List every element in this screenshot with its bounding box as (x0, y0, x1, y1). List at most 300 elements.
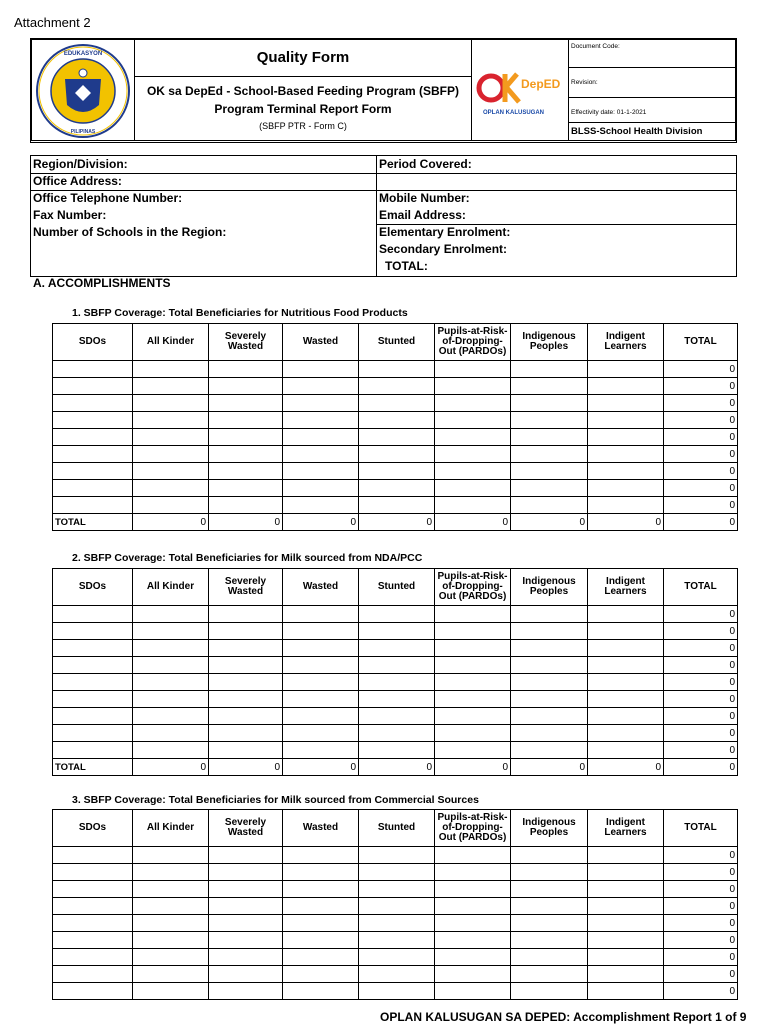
input-cell[interactable] (133, 691, 209, 708)
input-cell[interactable] (209, 949, 283, 966)
column-header: Severely Wasted (209, 810, 283, 847)
input-cell[interactable] (53, 623, 133, 640)
table-row (53, 915, 738, 932)
input-cell[interactable] (435, 395, 511, 412)
input-cell[interactable] (53, 640, 133, 657)
input-cell[interactable] (359, 480, 435, 497)
input-cell[interactable] (283, 932, 359, 949)
input-cell[interactable] (209, 623, 283, 640)
column-header: Pupils-at-Risk-of-Dropping-Out (PARDOs) (435, 324, 511, 361)
input-cell[interactable] (209, 497, 283, 514)
input-cell[interactable] (133, 480, 209, 497)
input-cell[interactable] (209, 657, 283, 674)
input-cell[interactable] (283, 623, 359, 640)
input-cell[interactable] (283, 742, 359, 759)
input-cell[interactable] (133, 881, 209, 898)
row-total-cell[interactable]: 0 (664, 429, 738, 446)
input-cell[interactable] (209, 395, 283, 412)
input-cell[interactable] (133, 915, 209, 932)
column-total-cell: 0 (664, 759, 738, 776)
input-cell[interactable] (435, 966, 511, 983)
input-cell[interactable] (359, 429, 435, 446)
column-header: Stunted (359, 810, 435, 847)
row-total-cell[interactable]: 0 (664, 898, 738, 915)
input-cell[interactable] (209, 864, 283, 881)
input-cell[interactable] (133, 983, 209, 1000)
input-cell[interactable] (209, 966, 283, 983)
input-cell[interactable] (588, 395, 664, 412)
row-total-cell[interactable]: 0 (664, 725, 738, 742)
input-cell[interactable] (435, 864, 511, 881)
row-total-cell[interactable]: 0 (664, 378, 738, 395)
input-cell[interactable] (53, 847, 133, 864)
input-cell[interactable] (588, 847, 664, 864)
input-cell[interactable] (435, 932, 511, 949)
input-cell[interactable] (359, 847, 435, 864)
input-cell[interactable] (511, 691, 588, 708)
input-cell[interactable] (435, 361, 511, 378)
input-cell[interactable] (435, 674, 511, 691)
input-cell[interactable] (435, 881, 511, 898)
column-total-cell: 0 (588, 514, 664, 531)
input-cell[interactable] (283, 657, 359, 674)
column-header: Stunted (359, 324, 435, 361)
input-cell[interactable] (133, 640, 209, 657)
input-cell[interactable] (209, 446, 283, 463)
input-cell[interactable] (133, 742, 209, 759)
column-header: Wasted (283, 810, 359, 847)
input-cell[interactable] (209, 725, 283, 742)
column-header: TOTAL (664, 324, 738, 361)
input-cell[interactable] (209, 463, 283, 480)
effectivity-date: Effectivity date: 01-1-2021 (568, 97, 736, 123)
input-cell[interactable] (435, 623, 511, 640)
table-3-caption: 3. SBFP Coverage: Total Beneficiaries for Milk sourced from Commercial Sources (72, 794, 479, 806)
table-row (53, 742, 738, 759)
input-cell[interactable] (588, 463, 664, 480)
input-cell[interactable] (133, 623, 209, 640)
input-cell[interactable] (435, 640, 511, 657)
seal-cell (31, 39, 135, 141)
input-cell[interactable] (53, 932, 133, 949)
input-cell[interactable] (53, 708, 133, 725)
column-header: All Kinder (133, 324, 209, 361)
row-total-cell[interactable]: 0 (664, 640, 738, 657)
table-row (53, 606, 738, 623)
row-total-cell[interactable]: 0 (664, 657, 738, 674)
svg-text:PILIPINAS: PILIPINAS (70, 129, 96, 135)
input-cell[interactable] (209, 881, 283, 898)
input-cell[interactable] (283, 674, 359, 691)
input-cell[interactable] (511, 674, 588, 691)
row-total-cell[interactable]: 0 (664, 463, 738, 480)
input-cell[interactable] (359, 708, 435, 725)
column-header: Indigenous Peoples (511, 569, 588, 606)
input-cell[interactable] (53, 725, 133, 742)
row-total-cell[interactable]: 0 (664, 983, 738, 1000)
input-cell[interactable] (511, 412, 588, 429)
input-cell[interactable] (511, 864, 588, 881)
input-cell[interactable] (283, 915, 359, 932)
input-cell[interactable] (511, 361, 588, 378)
input-cell[interactable] (209, 898, 283, 915)
input-cell[interactable] (359, 446, 435, 463)
input-cell[interactable] (53, 497, 133, 514)
input-cell[interactable] (588, 429, 664, 446)
column-total-cell: 0 (588, 759, 664, 776)
input-cell[interactable] (283, 898, 359, 915)
column-total-cell: 0 (283, 759, 359, 776)
input-cell[interactable] (209, 847, 283, 864)
ok-deped-logo-cell (471, 39, 569, 141)
input-cell[interactable] (588, 932, 664, 949)
input-cell[interactable] (511, 966, 588, 983)
column-header: All Kinder (133, 810, 209, 847)
input-cell[interactable] (283, 640, 359, 657)
input-cell[interactable] (435, 898, 511, 915)
input-cell[interactable] (53, 378, 133, 395)
input-cell[interactable] (53, 864, 133, 881)
input-cell[interactable] (283, 864, 359, 881)
input-cell[interactable] (359, 881, 435, 898)
input-cell[interactable] (53, 915, 133, 932)
input-cell[interactable] (511, 847, 588, 864)
row-total-cell[interactable]: 0 (664, 691, 738, 708)
input-cell[interactable] (133, 378, 209, 395)
input-cell[interactable] (133, 847, 209, 864)
table-row (53, 983, 738, 1000)
input-cell[interactable] (283, 463, 359, 480)
input-cell[interactable] (53, 966, 133, 983)
row-total-cell[interactable]: 0 (664, 864, 738, 881)
input-cell[interactable] (359, 966, 435, 983)
input-cell[interactable] (359, 915, 435, 932)
input-cell[interactable] (588, 657, 664, 674)
input-cell[interactable] (359, 412, 435, 429)
column-header: Indigent Learners (588, 810, 664, 847)
input-cell[interactable] (283, 606, 359, 623)
input-cell[interactable] (588, 640, 664, 657)
deped-seal-icon (35, 43, 131, 139)
input-cell[interactable] (283, 691, 359, 708)
input-cell[interactable] (359, 949, 435, 966)
input-cell[interactable] (53, 446, 133, 463)
svg-text:OPLAN KALUSUGAN: OPLAN KALUSUGAN (483, 110, 544, 116)
input-cell[interactable] (283, 725, 359, 742)
input-cell[interactable] (53, 412, 133, 429)
input-cell[interactable] (133, 497, 209, 514)
row-total-cell[interactable]: 0 (664, 480, 738, 497)
input-cell[interactable] (588, 864, 664, 881)
input-cell[interactable] (283, 847, 359, 864)
column-header: Wasted (283, 324, 359, 361)
input-cell[interactable] (133, 412, 209, 429)
input-cell[interactable] (435, 412, 511, 429)
table-1-food-products (52, 323, 738, 531)
input-cell[interactable] (359, 606, 435, 623)
table-row (53, 932, 738, 949)
input-cell[interactable] (133, 657, 209, 674)
input-cell[interactable] (283, 983, 359, 1000)
input-cell[interactable] (209, 361, 283, 378)
table-3-milk-commercial (52, 809, 738, 1000)
input-cell[interactable] (588, 361, 664, 378)
input-cell[interactable] (209, 742, 283, 759)
region-division-label: Region/Division: (33, 157, 128, 171)
input-cell[interactable] (511, 606, 588, 623)
input-cell[interactable] (435, 708, 511, 725)
input-cell[interactable] (53, 606, 133, 623)
input-cell[interactable] (511, 463, 588, 480)
input-cell[interactable] (53, 395, 133, 412)
input-cell[interactable] (133, 898, 209, 915)
input-cell[interactable] (435, 725, 511, 742)
input-cell[interactable] (283, 429, 359, 446)
office-address-label: Office Address: (33, 174, 122, 188)
row-total-cell[interactable]: 0 (664, 847, 738, 864)
row-total-cell[interactable]: 0 (664, 949, 738, 966)
input-cell[interactable] (133, 429, 209, 446)
input-cell[interactable] (511, 657, 588, 674)
input-cell[interactable] (435, 463, 511, 480)
input-cell[interactable] (283, 949, 359, 966)
input-cell[interactable] (133, 725, 209, 742)
input-cell[interactable] (133, 463, 209, 480)
column-header: Wasted (283, 569, 359, 606)
input-cell[interactable] (588, 412, 664, 429)
input-cell[interactable] (209, 708, 283, 725)
table-row (53, 657, 738, 674)
input-cell[interactable] (511, 480, 588, 497)
input-cell[interactable] (511, 742, 588, 759)
input-cell[interactable] (359, 623, 435, 640)
input-cell[interactable] (511, 932, 588, 949)
input-cell[interactable] (53, 674, 133, 691)
input-cell[interactable] (53, 881, 133, 898)
row-total-cell[interactable]: 0 (664, 606, 738, 623)
table-row (53, 864, 738, 881)
input-cell[interactable] (511, 949, 588, 966)
input-cell[interactable] (283, 966, 359, 983)
input-cell[interactable] (588, 966, 664, 983)
input-cell[interactable] (133, 361, 209, 378)
input-cell[interactable] (435, 742, 511, 759)
input-cell[interactable] (588, 983, 664, 1000)
input-cell[interactable] (133, 674, 209, 691)
column-header: Severely Wasted (209, 324, 283, 361)
input-cell[interactable] (511, 429, 588, 446)
table-row (53, 691, 738, 708)
input-cell[interactable] (435, 378, 511, 395)
input-cell[interactable] (359, 898, 435, 915)
input-cell[interactable] (511, 725, 588, 742)
column-header: Indigent Learners (588, 569, 664, 606)
input-cell[interactable] (435, 847, 511, 864)
totals-row (53, 759, 738, 776)
input-cell[interactable] (283, 480, 359, 497)
row-total-cell[interactable]: 0 (664, 412, 738, 429)
input-cell[interactable] (435, 497, 511, 514)
input-cell[interactable] (359, 932, 435, 949)
row-total-cell[interactable]: 0 (664, 742, 738, 759)
input-cell[interactable] (588, 623, 664, 640)
column-header: Indigenous Peoples (511, 810, 588, 847)
input-cell[interactable] (359, 657, 435, 674)
input-cell[interactable] (53, 361, 133, 378)
input-cell[interactable] (283, 361, 359, 378)
input-cell[interactable] (53, 657, 133, 674)
input-cell[interactable] (209, 640, 283, 657)
input-cell[interactable] (588, 949, 664, 966)
input-cell[interactable] (435, 691, 511, 708)
input-cell[interactable] (588, 915, 664, 932)
input-cell[interactable] (588, 881, 664, 898)
column-total-cell: 0 (511, 514, 588, 531)
email-address-label: Email Address: (379, 208, 466, 222)
input-cell[interactable] (435, 915, 511, 932)
column-total-cell: 0 (359, 514, 435, 531)
input-cell[interactable] (435, 949, 511, 966)
input-cell[interactable] (588, 742, 664, 759)
input-cell[interactable] (588, 691, 664, 708)
table-2-milk-nda-pcc (52, 568, 738, 776)
table-row (53, 847, 738, 864)
input-cell[interactable] (53, 983, 133, 1000)
row-total-cell[interactable]: 0 (664, 932, 738, 949)
input-cell[interactable] (283, 378, 359, 395)
row-total-cell[interactable]: 0 (664, 497, 738, 514)
input-cell[interactable] (53, 742, 133, 759)
input-cell[interactable] (511, 395, 588, 412)
input-cell[interactable] (511, 378, 588, 395)
input-cell[interactable] (359, 983, 435, 1000)
input-cell[interactable] (435, 657, 511, 674)
input-cell[interactable] (133, 708, 209, 725)
input-cell[interactable] (283, 446, 359, 463)
totals-label: TOTAL (53, 514, 133, 531)
input-cell[interactable] (435, 480, 511, 497)
input-cell[interactable] (359, 640, 435, 657)
revision: Revision: (568, 67, 736, 98)
input-cell[interactable] (359, 463, 435, 480)
column-header: Indigent Learners (588, 324, 664, 361)
input-cell[interactable] (511, 915, 588, 932)
input-cell[interactable] (209, 480, 283, 497)
input-cell[interactable] (435, 983, 511, 1000)
input-cell[interactable] (588, 674, 664, 691)
input-cell[interactable] (209, 691, 283, 708)
table-row (53, 708, 738, 725)
input-cell[interactable] (511, 497, 588, 514)
input-cell[interactable] (511, 983, 588, 1000)
input-cell[interactable] (209, 412, 283, 429)
input-cell[interactable] (209, 932, 283, 949)
input-cell[interactable] (359, 361, 435, 378)
row-total-cell[interactable]: 0 (664, 708, 738, 725)
input-cell[interactable] (511, 898, 588, 915)
input-cell[interactable] (133, 932, 209, 949)
input-cell[interactable] (588, 606, 664, 623)
input-cell[interactable] (359, 395, 435, 412)
table-row (53, 725, 738, 742)
input-cell[interactable] (435, 446, 511, 463)
input-cell[interactable] (209, 674, 283, 691)
row-total-cell[interactable]: 0 (664, 446, 738, 463)
input-cell[interactable] (511, 446, 588, 463)
input-cell[interactable] (283, 497, 359, 514)
input-cell[interactable] (133, 949, 209, 966)
fax-number-label: Fax Number: (33, 208, 107, 222)
input-cell[interactable] (209, 429, 283, 446)
input-cell[interactable] (511, 881, 588, 898)
input-cell[interactable] (588, 708, 664, 725)
input-cell[interactable] (588, 378, 664, 395)
row-total-cell[interactable]: 0 (664, 623, 738, 640)
column-total-cell: 0 (209, 514, 283, 531)
input-cell[interactable] (359, 691, 435, 708)
input-cell[interactable] (133, 606, 209, 623)
input-cell[interactable] (283, 412, 359, 429)
input-cell[interactable] (53, 949, 133, 966)
row-total-cell[interactable]: 0 (664, 915, 738, 932)
input-cell[interactable] (359, 742, 435, 759)
input-cell[interactable] (359, 378, 435, 395)
input-cell[interactable] (511, 640, 588, 657)
input-cell[interactable] (53, 898, 133, 915)
input-cell[interactable] (209, 915, 283, 932)
input-cell[interactable] (133, 395, 209, 412)
column-header: Severely Wasted (209, 569, 283, 606)
input-cell[interactable] (53, 429, 133, 446)
input-cell[interactable] (359, 674, 435, 691)
column-header: SDOs (53, 569, 133, 606)
input-cell[interactable] (359, 725, 435, 742)
input-cell[interactable] (133, 864, 209, 881)
input-cell[interactable] (53, 480, 133, 497)
input-cell[interactable] (588, 898, 664, 915)
input-cell[interactable] (133, 966, 209, 983)
input-cell[interactable] (511, 708, 588, 725)
input-cell[interactable] (359, 497, 435, 514)
input-cell[interactable] (53, 463, 133, 480)
column-total-cell: 0 (359, 759, 435, 776)
row-total-cell[interactable]: 0 (664, 966, 738, 983)
input-cell[interactable] (588, 446, 664, 463)
form-code: (SBFP PTR - Form C) (259, 121, 347, 131)
row-total-cell[interactable]: 0 (664, 674, 738, 691)
input-cell[interactable] (283, 708, 359, 725)
input-cell[interactable] (209, 983, 283, 1000)
row-total-cell[interactable]: 0 (664, 361, 738, 378)
input-cell[interactable] (359, 864, 435, 881)
table-row (53, 881, 738, 898)
input-cell[interactable] (133, 446, 209, 463)
input-cell[interactable] (588, 725, 664, 742)
input-cell[interactable] (283, 395, 359, 412)
column-total-cell: 0 (209, 759, 283, 776)
input-cell[interactable] (435, 606, 511, 623)
input-cell[interactable] (209, 378, 283, 395)
input-cell[interactable] (209, 606, 283, 623)
input-cell[interactable] (53, 691, 133, 708)
row-total-cell[interactable]: 0 (664, 881, 738, 898)
row-total-cell[interactable]: 0 (664, 395, 738, 412)
input-cell[interactable] (283, 881, 359, 898)
input-cell[interactable] (588, 497, 664, 514)
input-cell[interactable] (588, 480, 664, 497)
input-cell[interactable] (511, 623, 588, 640)
input-cell[interactable] (435, 429, 511, 446)
